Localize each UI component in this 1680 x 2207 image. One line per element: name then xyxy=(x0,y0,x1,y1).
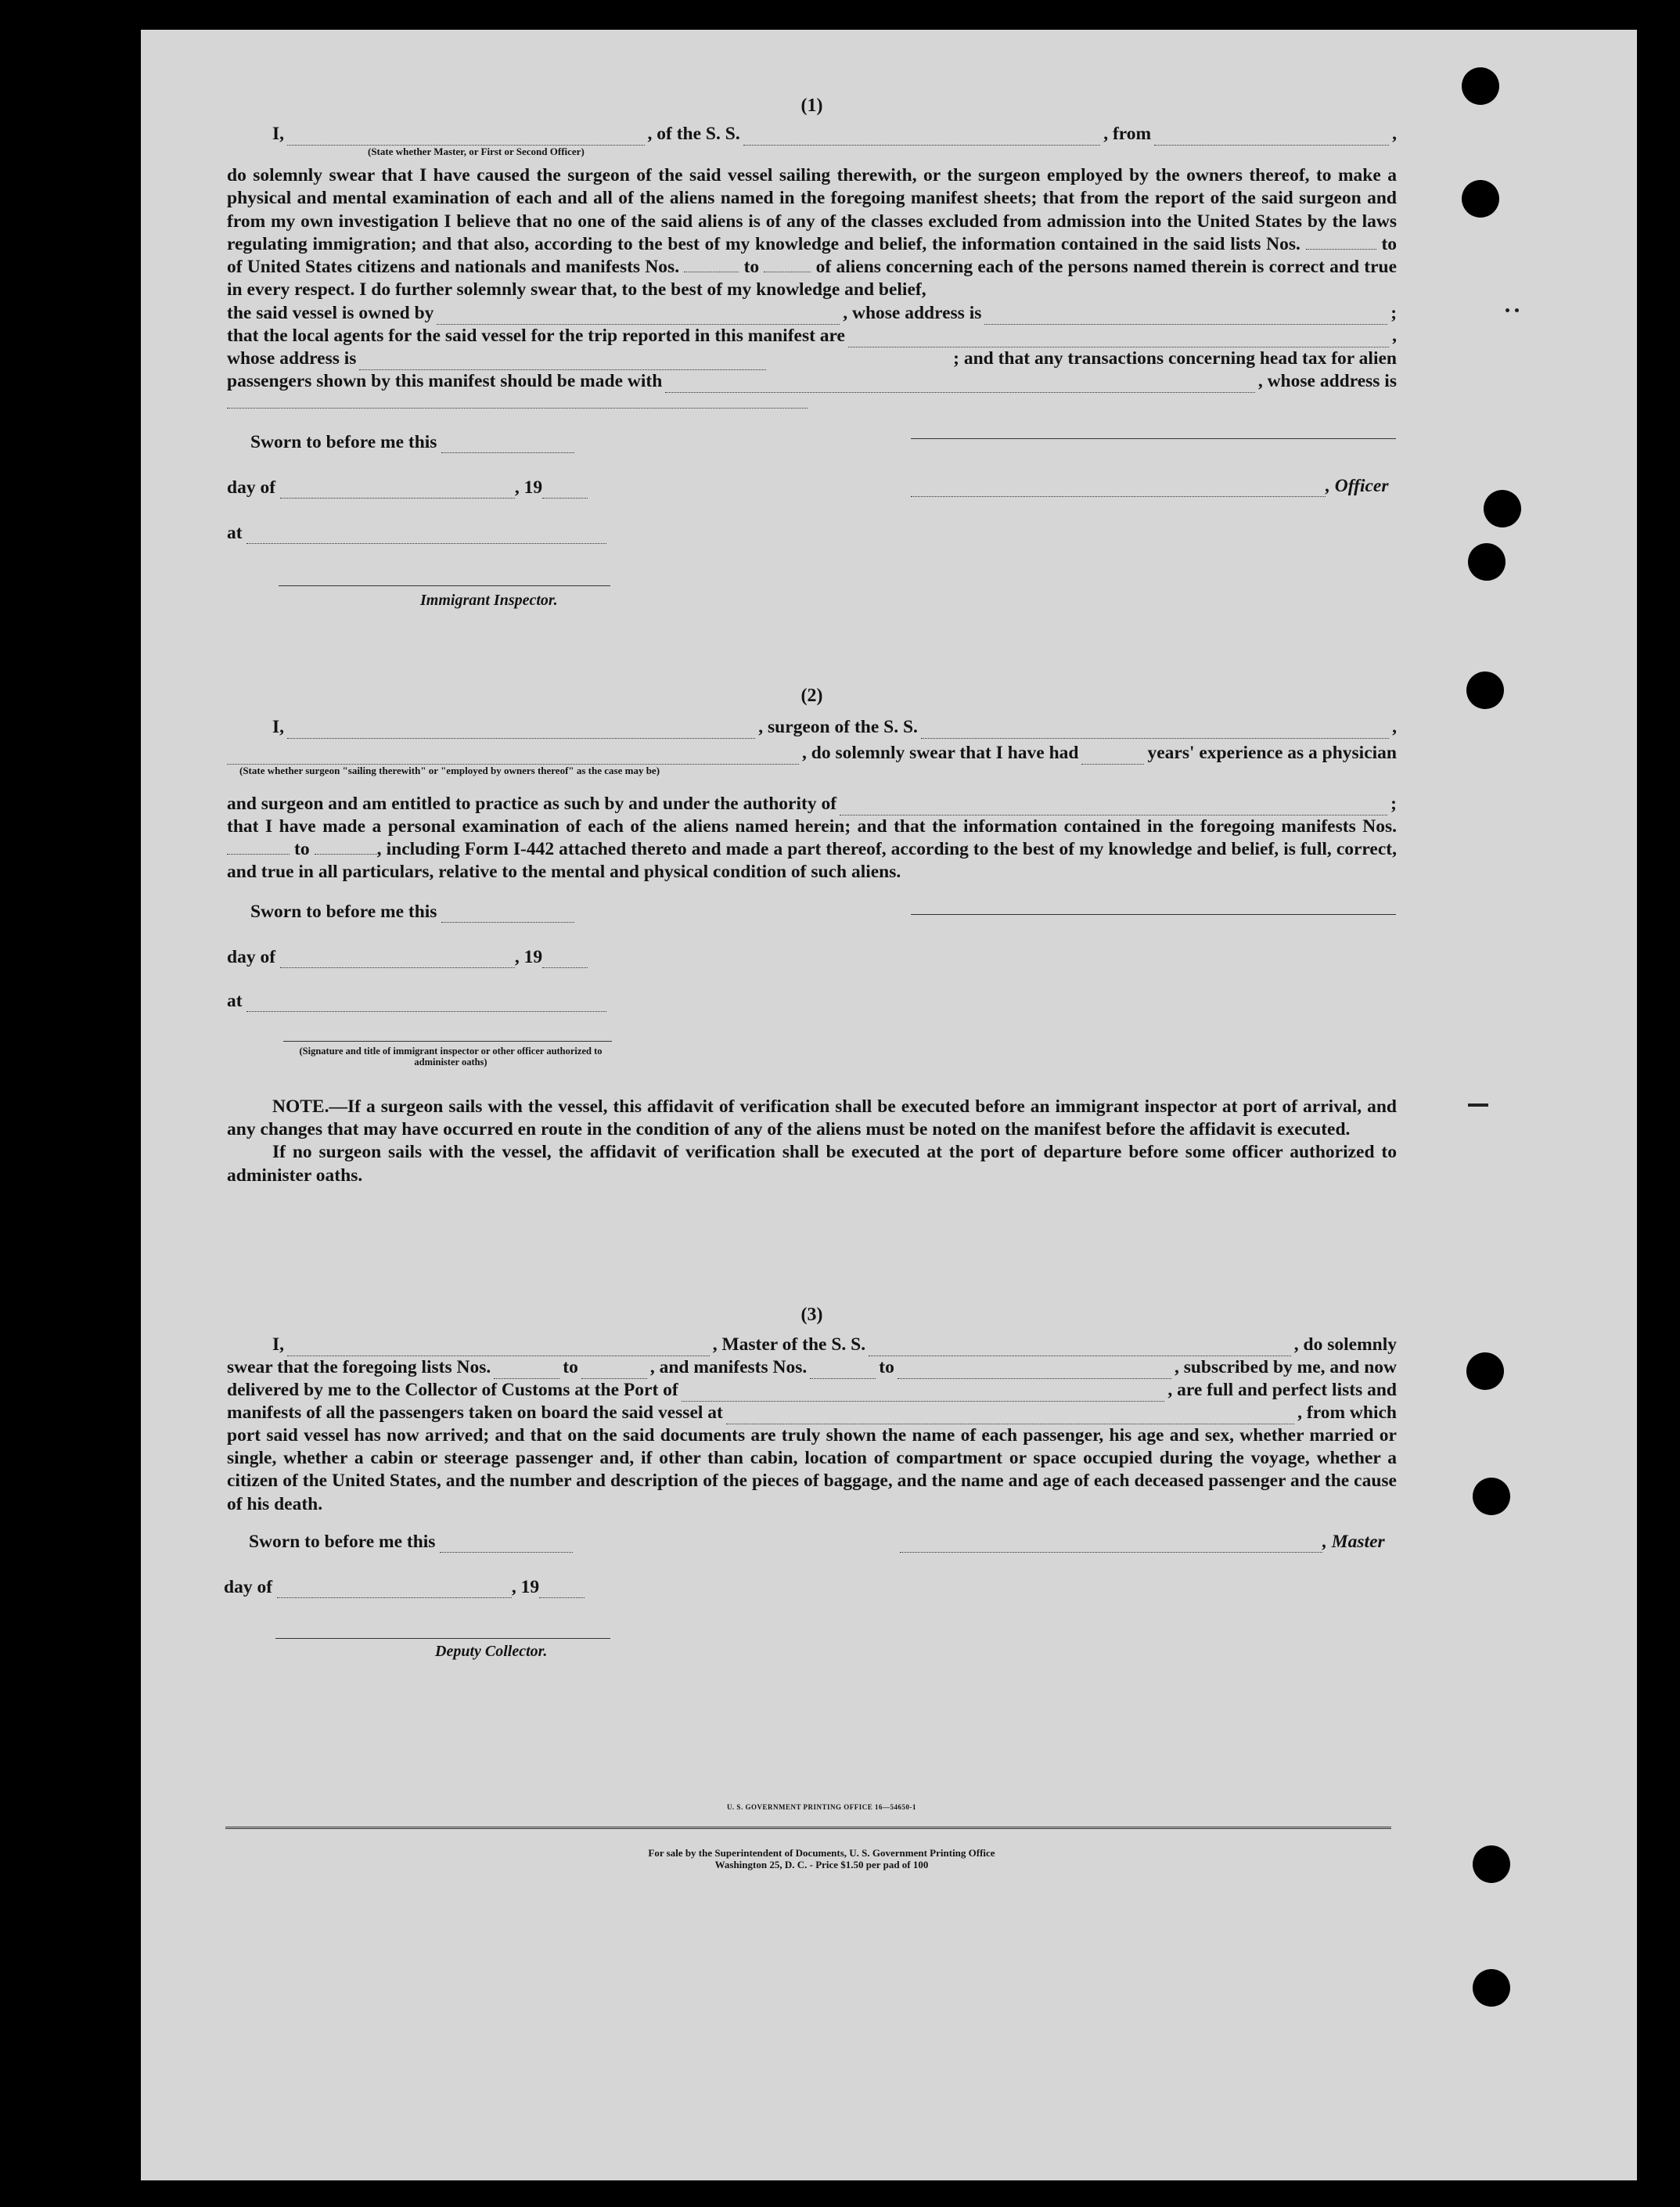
month-field[interactable] xyxy=(277,1582,512,1598)
punctuation: , xyxy=(1392,325,1397,346)
place-field[interactable] xyxy=(246,995,606,1012)
owner-field[interactable] xyxy=(437,309,840,325)
manifests-no-from-field[interactable] xyxy=(810,1363,876,1379)
year-field[interactable] xyxy=(542,952,588,968)
authority-line xyxy=(227,793,1397,815)
port-field[interactable] xyxy=(682,1386,1165,1402)
sale-line-2: Washington 25, D. C. - Price $1.50 per pad of 100 xyxy=(714,1859,929,1870)
head-tax-line xyxy=(227,370,1397,393)
label-sworn: Sworn to before me this xyxy=(250,431,437,452)
surgeon-vessel-field[interactable] xyxy=(921,723,1389,739)
label-whose-address: , whose address is xyxy=(1257,370,1397,391)
label-master-of: , Master of the S. S. xyxy=(712,1334,866,1355)
inspector-signature-line[interactable] xyxy=(283,1041,612,1042)
surgeon-signature-line[interactable] xyxy=(911,914,1396,915)
owned-by-line xyxy=(227,302,1397,325)
oath-text-b: of United States citizens and nationals and manifests Nos. xyxy=(227,257,680,278)
master-name-field[interactable] xyxy=(287,1341,710,1356)
inspector-signature-line[interactable] xyxy=(279,585,610,586)
scan-speck xyxy=(1506,308,1509,312)
label-owned-by: the said vessel is owned by xyxy=(227,302,434,323)
label-deputy-collector: Deputy Collector. xyxy=(435,1643,548,1661)
lists-no-from-field[interactable] xyxy=(1306,235,1376,250)
punch-hole xyxy=(1466,671,1504,709)
surgeon-type-field[interactable] xyxy=(227,749,799,765)
oath-text-c: of aliens concerning each of the persons named therein is correct and true in every respect. I do further solemnly swear that, to the best of my knowledge and belief, xyxy=(227,257,1398,301)
master-line xyxy=(227,1334,1397,1356)
label-master: , Master xyxy=(1322,1532,1385,1553)
punctuation: ; xyxy=(1390,302,1398,323)
oath-text-b: , including Form I-442 attached thereto and made a part thereof, according to the best of my knowledge and belief, is full, correct, and true in all particulars, relative to the mental and physical condition of such aliens. xyxy=(227,839,1397,883)
label-from: , from xyxy=(1103,124,1152,144)
label-whose-address: whose address is xyxy=(227,347,357,369)
form-content xyxy=(224,95,1398,1672)
section-3-number: (3) xyxy=(800,1304,823,1325)
lists-line xyxy=(227,1356,1397,1379)
label-full-perfect: , are full and perfect lists and xyxy=(1167,1379,1397,1400)
section-3-sworn-block xyxy=(224,1516,1397,1672)
scan-speck xyxy=(1468,1104,1488,1107)
label-at: at xyxy=(227,522,243,543)
punch-hole xyxy=(1473,1478,1510,1515)
manifests-no-from-field[interactable] xyxy=(227,840,290,855)
section-1-sworn-block xyxy=(227,409,1397,614)
label-swear-lists: swear that the foregoing lists Nos. xyxy=(227,1356,491,1377)
label-to: to xyxy=(294,839,310,860)
manifests-no-from-field[interactable] xyxy=(684,257,739,272)
from-port-field[interactable] xyxy=(1154,130,1389,146)
manifests-no-to-field[interactable] xyxy=(764,257,811,272)
years-experience-field[interactable] xyxy=(1081,749,1144,765)
label-year: , 19 xyxy=(514,946,543,967)
label-day-of: day of xyxy=(227,477,276,498)
label-passengers: passengers shown by this manifest should be made with xyxy=(227,370,663,391)
label-of-ss: , of the S. S. xyxy=(647,124,740,144)
year-field[interactable] xyxy=(539,1582,585,1598)
label-delivered: delivered by me to the Collector of Customs at the Port of xyxy=(227,1379,678,1400)
manifests-no-to-field[interactable] xyxy=(315,840,377,855)
deputy-signature-line[interactable] xyxy=(275,1638,610,1639)
surgeon-name-field[interactable] xyxy=(287,723,755,739)
label-to: to xyxy=(879,1356,894,1377)
head-tax-address-line xyxy=(227,393,1397,409)
label-immigrant-inspector: Immigrant Inspector. xyxy=(420,591,558,609)
label-authority: and surgeon and am entitled to practice as such by and under the authority of xyxy=(227,793,837,814)
sworn-date-field[interactable] xyxy=(441,437,574,453)
label-solemnly: , do solemnly xyxy=(1293,1334,1397,1355)
section-1-number: (1) xyxy=(800,95,823,116)
punctuation: ; xyxy=(1390,793,1397,814)
agent-address-line xyxy=(227,347,1397,370)
punch-hole xyxy=(1484,490,1521,527)
sworn-date-field[interactable] xyxy=(441,906,574,923)
punch-hole xyxy=(1473,1845,1510,1883)
section-1-oath-text xyxy=(227,164,1397,302)
label-do-swear: , do solemnly swear that I have had xyxy=(802,742,1079,763)
vessel-name-field[interactable] xyxy=(743,130,1101,146)
section-1-first-line xyxy=(227,123,1397,146)
label-day-of: day of xyxy=(227,946,276,967)
label-sworn: Sworn to before me this xyxy=(250,901,437,922)
punch-hole xyxy=(1462,180,1499,218)
label-i: I, xyxy=(272,716,285,737)
label-to: to xyxy=(743,257,760,278)
label-at: at xyxy=(227,990,243,1011)
note-label: NOTE. xyxy=(272,1096,329,1117)
punch-hole xyxy=(1473,1969,1510,2007)
signature-title-note: (Signature and title of immigrant inspector or other officer authorized to administer oaths) xyxy=(299,1045,603,1067)
local-agents-field[interactable] xyxy=(848,332,1389,347)
vessel-name-field[interactable] xyxy=(869,1341,1291,1356)
label-year: , 19 xyxy=(514,477,543,498)
section-2-number: (2) xyxy=(800,685,823,706)
master-name-field[interactable] xyxy=(287,130,645,146)
lists-no-to-field[interactable] xyxy=(581,1363,647,1379)
taken-on-board-line xyxy=(227,1402,1397,1424)
label-and-manifests: , and manifests Nos. xyxy=(649,1356,808,1377)
label-to: to xyxy=(563,1356,578,1377)
note-text: —If a surgeon sails with the vessel, this affidavit of verification shall be executed before an immigrant inspector at port of arrival, and any changes that may have occurred en route in the condition of any of the aliens must be noted on the manifest before the affidavit is executed. xyxy=(227,1096,1397,1140)
label-whose-address: , whose address is xyxy=(843,302,982,323)
label-officer: , Officer xyxy=(1326,475,1389,496)
surgeon-experience-line xyxy=(227,742,1397,765)
manifests-no-to-field[interactable] xyxy=(898,1363,1171,1379)
label-years-experience: years' experience as a physician xyxy=(1147,742,1397,763)
punctuation: , xyxy=(1392,716,1397,737)
label-sworn: Sworn to before me this xyxy=(249,1532,436,1553)
label-i: I, xyxy=(272,124,285,144)
year-field[interactable] xyxy=(542,482,588,499)
sworn-date-field[interactable] xyxy=(440,1536,573,1553)
label-subscribed: , subscribed by me, and now xyxy=(1174,1356,1397,1377)
head-tax-party-field[interactable] xyxy=(665,377,1255,393)
verification-note xyxy=(227,1096,1397,1142)
label-manifests-all: manifests of all the passengers taken on board the said vessel at xyxy=(227,1402,723,1423)
punch-hole xyxy=(1468,543,1506,581)
scan-speck xyxy=(1515,308,1519,312)
surgeon-type-note: (State whether surgeon "sailing therewith" or "employed by owners thereof" as the case may be) xyxy=(239,764,660,776)
label-i: I, xyxy=(272,1334,285,1355)
label-from-which: , from which xyxy=(1297,1402,1397,1423)
footer-rule xyxy=(225,1827,1391,1829)
label-day-of: day of xyxy=(224,1577,273,1598)
embark-port-field[interactable] xyxy=(726,1409,1294,1424)
label-to: to xyxy=(1381,233,1398,254)
agent-address-field[interactable] xyxy=(359,355,766,370)
surgeon-line xyxy=(227,716,1397,739)
punctuation: , xyxy=(1392,124,1397,144)
section-3-oath-text: port said vessel has now arrived; and that on the said documents are truly shown the name of each passenger, his age and sex, whether married or single, whether a cabin or steerage passenger and, if other than cabin, location of compartment or space occupied during the voyage, whether a citizen of the United States, and the number and description of the pieces of baggage, and the name and age of each deceased passenger and the cause of his death. xyxy=(227,1424,1397,1514)
month-field[interactable] xyxy=(280,952,515,968)
label-year: , 19 xyxy=(511,1577,540,1598)
punch-hole xyxy=(1466,1352,1504,1390)
note-text-2: If no surgeon sails with the vessel, the affidavit of verification shall be executed at the port of departure before some officer authorized to administer oaths. xyxy=(227,1142,1397,1186)
section-2-oath-text xyxy=(227,815,1397,884)
month-field[interactable] xyxy=(280,482,515,499)
printing-office-line: U. S. GOVERNMENT PRINTING OFFICE 16—54650-1 xyxy=(726,1803,917,1811)
label-surgeon-of: , surgeon of the S. S. xyxy=(758,716,918,737)
lists-no-from-field[interactable] xyxy=(494,1363,559,1379)
master-note: (State whether Master, or First or Second Officer) xyxy=(368,146,585,157)
oath-text-a: that I have made a personal examination of each of the aliens named herein; and that the information contained in the foregoing manifests Nos. xyxy=(227,815,1397,837)
sale-line-1: For sale by the Superintendent of Documents, U. S. Government Printing Office xyxy=(648,1847,995,1859)
authority-field[interactable] xyxy=(840,800,1387,815)
place-field[interactable] xyxy=(246,527,606,544)
officer-signature-field[interactable] xyxy=(911,481,1326,497)
oath-text-a: do solemnly swear that I have caused the surgeon of the said vessel sailing therewith, or the surgeon employed by the owners thereof, to make a physical and mental examination of each and all of the aliens named in the foregoing manifest sheets; that from the report of the said surgeon and from my own investigation I believe that no one of the said aliens is of any of the classes excluded from admission into the United States by the laws regulating immigration; and that also, according to the best of my knowledge and belief, the information contained in the said lists Nos. xyxy=(227,165,1397,254)
local-agents-line xyxy=(227,325,1397,347)
section-2-sworn-block xyxy=(227,884,1397,1096)
label-head-tax: ; and that any transactions concerning head tax for alien xyxy=(953,347,1397,369)
signature-line[interactable] xyxy=(911,438,1396,439)
owner-address-field[interactable] xyxy=(984,309,1387,325)
master-signature-field[interactable] xyxy=(900,1536,1322,1553)
verification-note-2 xyxy=(227,1141,1397,1187)
label-local-agents: that the local agents for the said vessel for the trip reported in this manifest are xyxy=(227,325,845,346)
punch-hole xyxy=(1462,67,1499,105)
head-tax-address-field[interactable] xyxy=(227,393,808,409)
delivered-line xyxy=(227,1379,1397,1402)
document-page xyxy=(141,30,1637,2180)
